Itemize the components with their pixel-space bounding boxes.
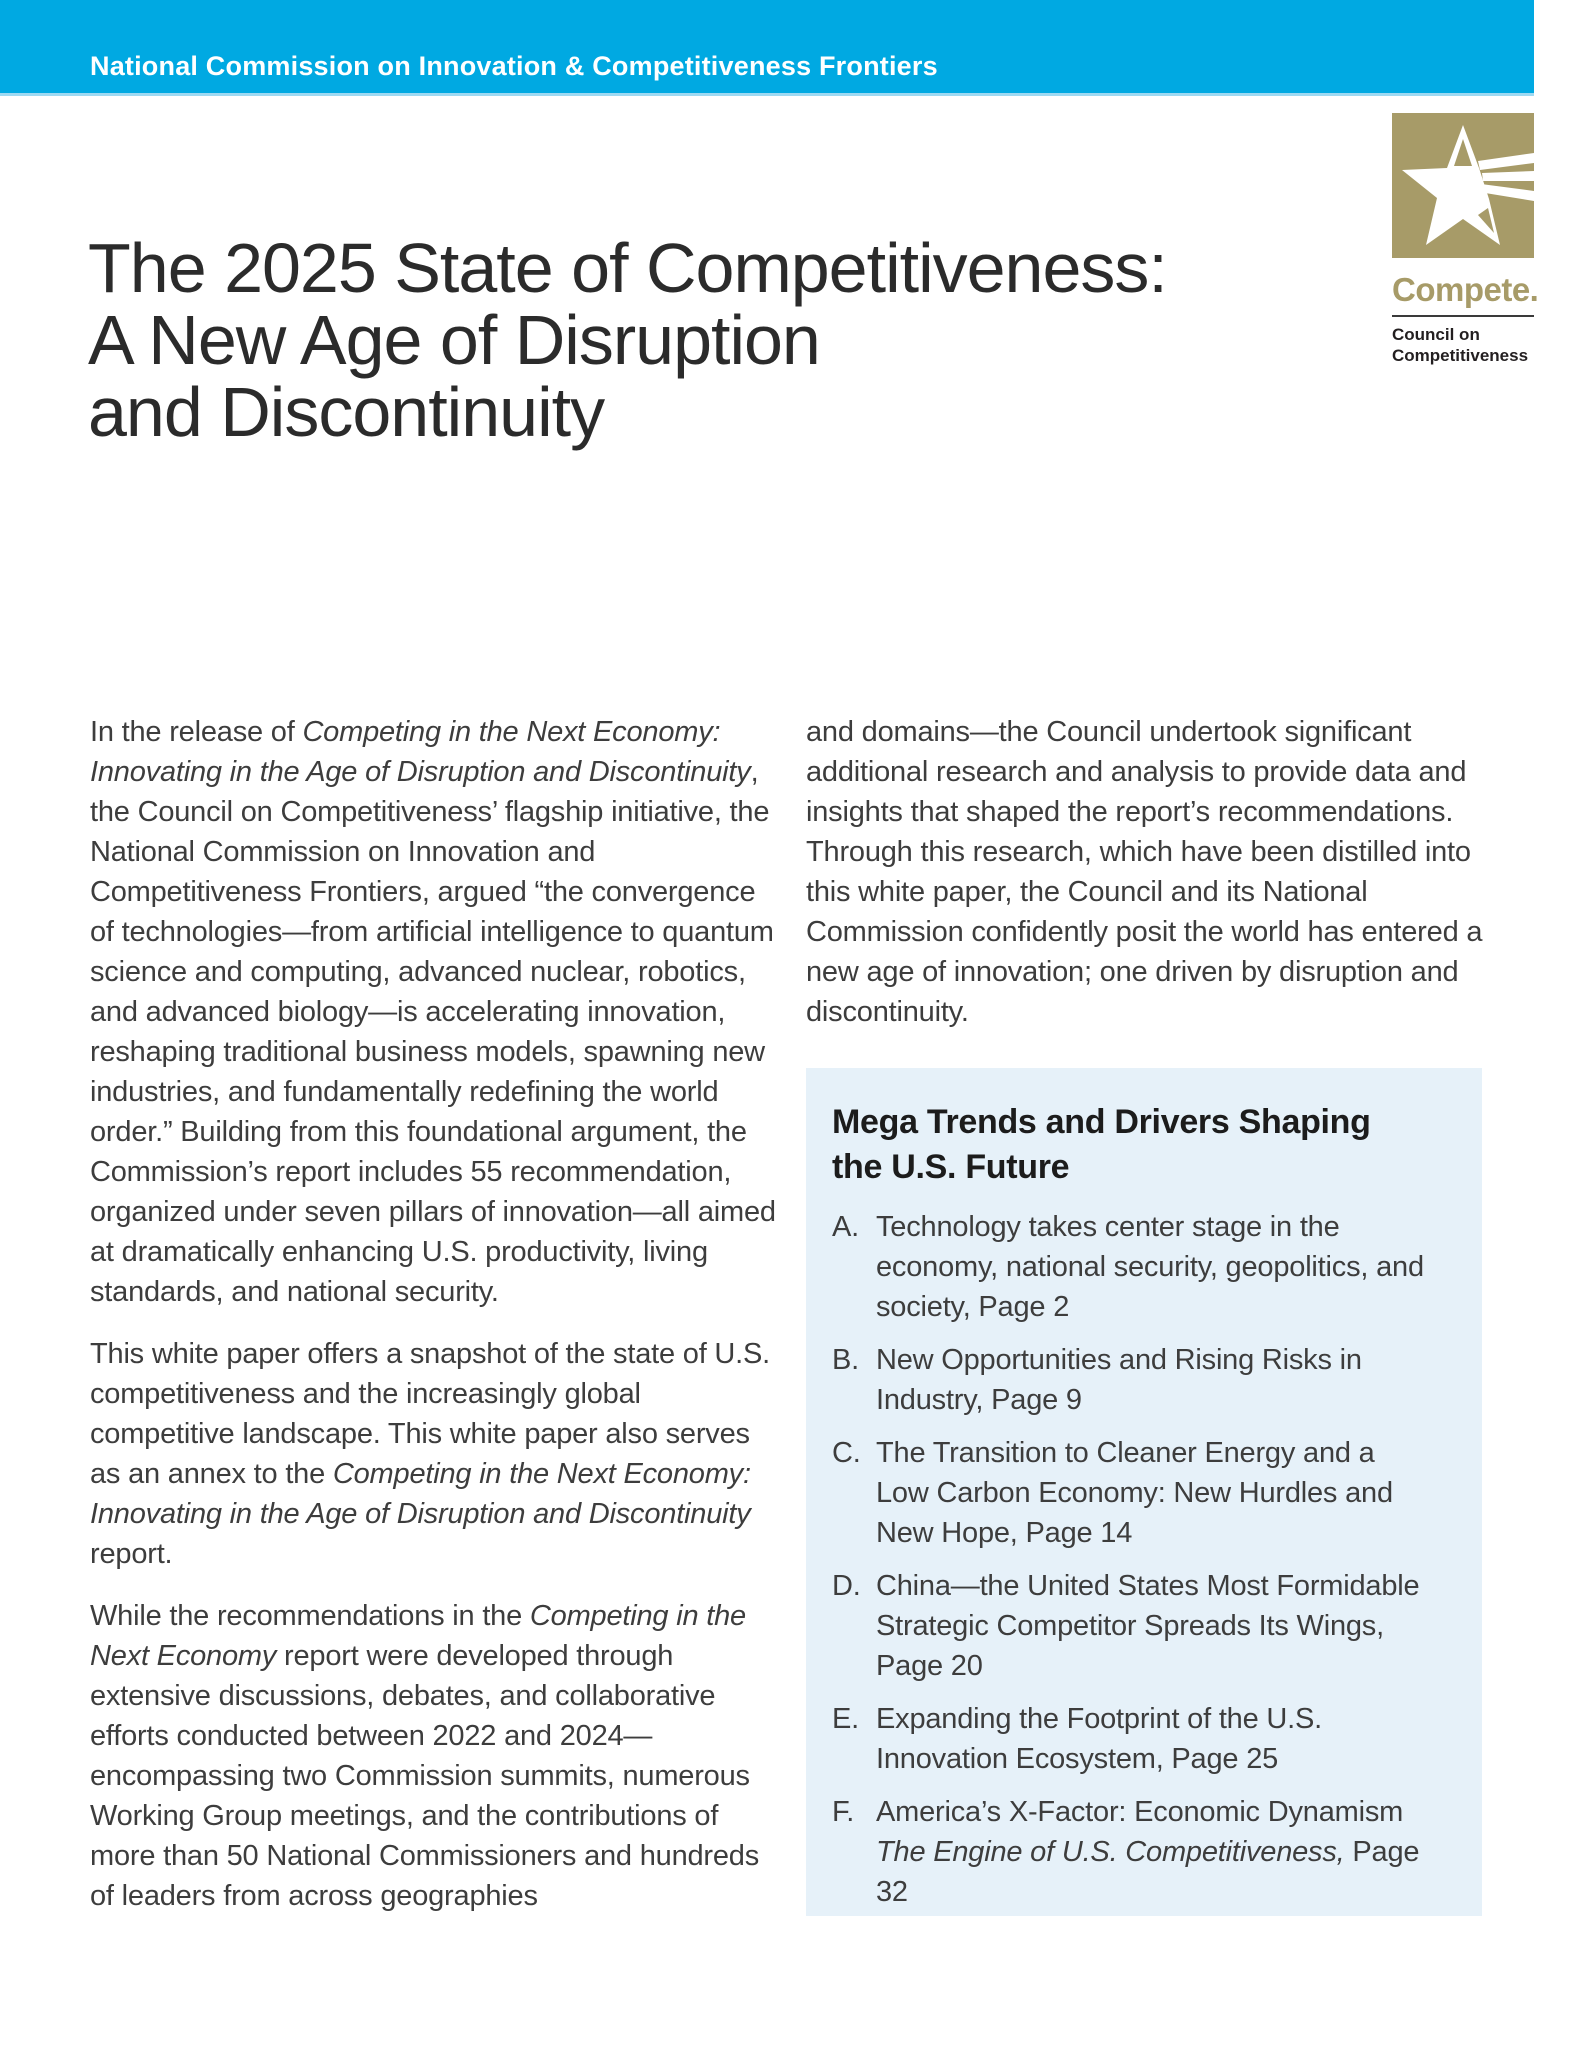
header-bar: [0, 0, 1534, 93]
mega-trends-item-text: [876, 1792, 1426, 1912]
body-column-right: [806, 712, 1490, 1032]
mega-trends-item: [832, 1699, 1426, 1779]
italic-text-run: Competing in the Next Economy: Innovating in the Age of Disruption and Discontinuity: [90, 1458, 751, 1530]
text-run: report were developed through extensive discussions, debates, and collaborative efforts conducted between 2022 and 2024—encompassing two Commission summits, numerous Working Group meetings, and the contributions of more than 50 National Commissioners and hundreds of leaders from across geographies: [90, 1640, 760, 1912]
paragraph: [90, 1596, 782, 1916]
text-run: Page 32: [876, 1836, 1420, 1908]
text-run: The Transition to Cleaner Energy and a Low Carbon Economy: New Hurdles and New Hope, Page 14: [876, 1437, 1393, 1549]
mega-trends-item: [832, 1433, 1426, 1553]
mega-trends-list: [832, 1207, 1426, 1912]
text-run: Expanding the Footprint of the U.S. Innovation Ecosystem, Page 25: [876, 1703, 1322, 1775]
brand-rule: [1392, 315, 1534, 317]
mega-trends-item-label: E.: [832, 1703, 859, 1735]
text-run: Technology takes center stage in the economy, national security, geopolitics, and society, Page 2: [876, 1211, 1424, 1323]
text-run: In the release of: [90, 716, 303, 748]
mega-trends-item-text: [876, 1566, 1426, 1686]
brand-wordmark: Compete.: [1392, 271, 1539, 308]
brand-logo: [1392, 113, 1582, 366]
page-title: [88, 229, 1167, 451]
page-title-line3: and Discontinuity: [88, 373, 605, 451]
paragraph: [806, 712, 1490, 1032]
brand-org-name: [1392, 324, 1582, 366]
mega-trends-item-label: A.: [832, 1211, 859, 1243]
page-title-line1: The 2025 State of Competitiveness:: [88, 229, 1167, 307]
mega-trends-item-text: [876, 1207, 1426, 1327]
page-title-line2: A New Age of Disruption: [88, 301, 820, 379]
text-run: and domains—the Council undertook significant additional research and analysis to provide data and insights that shaped the report’s recommendations. Through this research, which have been distilled into this white paper, the Council and its National Commission confidently posit the world has entered a new age of innovation; one driven by disruption and discontinuity.: [806, 716, 1483, 1028]
mega-trends-item-text: [876, 1433, 1426, 1553]
mega-trends-item-label: B.: [832, 1344, 859, 1376]
mega-trends-item: [832, 1792, 1426, 1912]
header-underline: [0, 93, 1534, 96]
text-run: This white paper offers a snapshot of the state of U.S. competitiveness and the increasingly global competitive landscape. This white paper also serves as an annex to the: [90, 1338, 771, 1490]
mega-trends-item-label: F.: [832, 1796, 855, 1828]
italic-text-run: Competing in the Next Economy: Innovating in the Age of Disruption and Discontinuity: [90, 716, 751, 788]
text-run: report.: [90, 1538, 173, 1570]
mega-trends-item: [832, 1566, 1426, 1686]
brand-org-line1: Council on: [1392, 325, 1480, 344]
paragraph: [90, 712, 782, 1312]
body-column-left: [90, 712, 782, 1916]
brand-org-line2: Competitiveness: [1392, 346, 1529, 365]
paragraph: [90, 1334, 782, 1574]
mega-trends-item: [832, 1340, 1426, 1420]
header-title: National Commission on Innovation & Competitiveness Frontiers: [90, 51, 938, 81]
compete-star-icon: [1392, 113, 1582, 258]
text-run: , the Council on Competitiveness’ flagship initiative, the National Commission on Innovation and Competitiveness Frontiers, argued “the convergence of technologies—from artificial intelligence to quantum science and computing, advanced nuclear, robotics, and advanced biology—is accelerating innovation, reshaping traditional business models, spawning new industries, and fundamentally redefining the world order.” Building from this foundational argument, the Commission’s report includes 55 recommendation, organized under seven pillars of innovation—all aimed at dramatically enhancing U.S. productivity, living standards, and national security.: [90, 756, 776, 1308]
text-run: America’s X-Factor: Economic Dynamism: [876, 1796, 1404, 1828]
mega-trends-box: [806, 1068, 1482, 1916]
italic-text-run: Competing in the Next Economy: [90, 1600, 746, 1672]
text-run: New Opportunities and Rising Risks in Industry, Page 9: [876, 1344, 1362, 1416]
text-run: While the recommendations in the: [90, 1600, 530, 1632]
italic-text-run: The Engine of U.S. Competitiveness,: [876, 1836, 1345, 1868]
mega-trends-item-label: C.: [832, 1437, 861, 1469]
mega-trends-item-label: D.: [832, 1570, 861, 1602]
mega-trends-item: [832, 1207, 1426, 1327]
mega-trends-heading: Mega Trends and Drivers Shaping the U.S. Future: [832, 1103, 1371, 1186]
text-run: China—the United States Most Formidable Strategic Competitor Spreads Its Wings, Page 20: [876, 1570, 1420, 1682]
mega-trends-item-text: [876, 1699, 1426, 1779]
mega-trends-item-text: [876, 1340, 1426, 1420]
